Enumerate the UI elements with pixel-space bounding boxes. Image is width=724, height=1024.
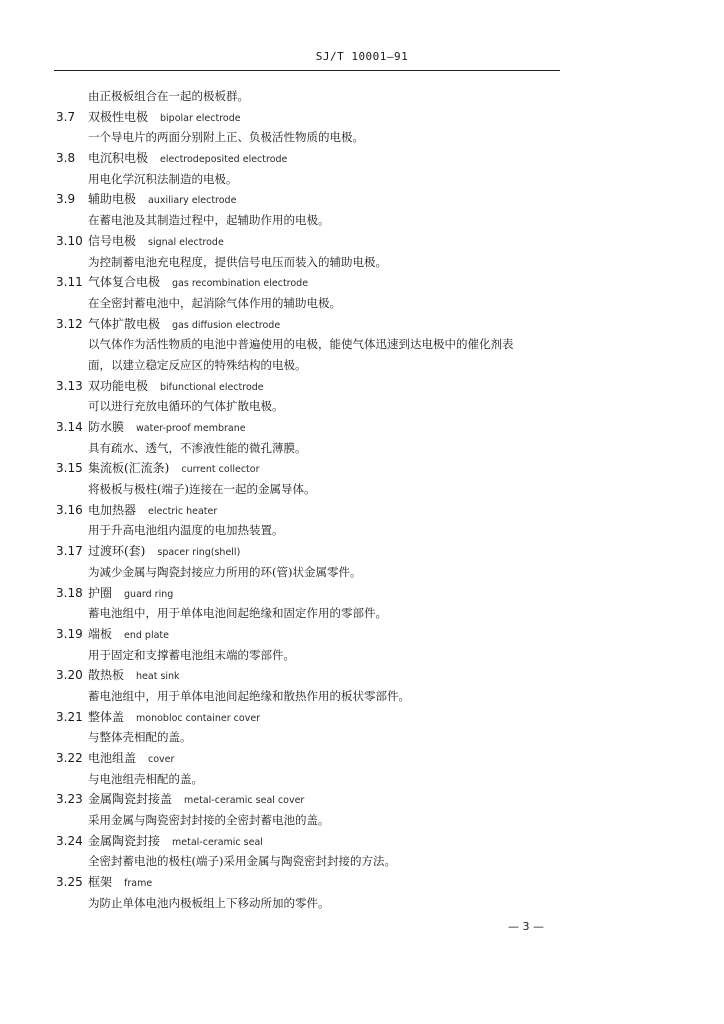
- term-english: water-proof membrane: [136, 423, 246, 434]
- term-number: 3.11: [56, 275, 83, 290]
- term-chinese: 护圈: [88, 585, 113, 600]
- term-chinese: 电池组盖: [88, 751, 137, 765]
- term-english: metal-ceramic seal: [172, 836, 263, 848]
- term-heading: [56, 107, 576, 128]
- term-definition: 用于升高电池组内温度的电加热装置。: [88, 523, 284, 538]
- term-number: 3.17: [56, 544, 83, 559]
- term-number: 3.21: [56, 709, 83, 724]
- term-english: cover: [148, 754, 175, 765]
- term-definition: 与电池组壳相配的盖。: [88, 771, 203, 786]
- term-number: 3.16: [56, 502, 83, 517]
- term-definition: 采用金属与陶瓷密封封接的全密封蓄电池的盖。: [88, 813, 330, 828]
- term-number: 3.20: [56, 668, 83, 683]
- term-heading: [56, 231, 576, 252]
- term-heading: [56, 872, 576, 893]
- term-english: spacer ring(shell): [157, 547, 241, 559]
- term-heading: [56, 314, 576, 335]
- term-number: 3.12: [56, 316, 83, 331]
- header-rule: [54, 70, 560, 71]
- term-chinese: 散热板: [88, 668, 125, 683]
- term-english: bipolar electrode: [160, 112, 241, 124]
- term-english: monobloc container cover: [136, 712, 261, 724]
- terms-list: [56, 86, 576, 914]
- term-definition: 与整体壳相配的盖。: [88, 730, 192, 745]
- term-definition: 为减少金属与陶瓷封接应力所用的环(管)状金属零件。: [88, 564, 362, 579]
- term-number: 3.14: [56, 420, 83, 434]
- term-number: 3.10: [56, 233, 83, 248]
- term-definition: 蓄电池组中，用于单体电池间起绝缘和散热作用的板状零部件。: [88, 688, 410, 703]
- term-definition: 具有疏水、透气，不渗液性能的微孔薄膜。: [88, 440, 307, 455]
- term-number: 3.15: [56, 461, 83, 476]
- term-chinese: 端板: [88, 626, 113, 641]
- term-english: end plate: [124, 629, 169, 641]
- term-number: 3.22: [56, 751, 83, 765]
- intro-line: 由正极板组合在一起的极板群。: [88, 89, 249, 103]
- term-chinese: 双极性电极: [88, 109, 149, 124]
- term-heading: [56, 583, 576, 604]
- terms-container: [56, 107, 576, 914]
- term-definition: 可以进行充放电循环的气体扩散电极。: [88, 399, 284, 414]
- term-heading: [56, 748, 576, 769]
- term-definition: 在蓄电池及其制造过程中，起辅助作用的电极。: [88, 213, 330, 228]
- term-english: electrodeposited electrode: [160, 154, 288, 166]
- term-chinese: 辅助电极: [88, 192, 137, 207]
- term-english: bifunctional electrode: [160, 381, 264, 393]
- term-heading: [56, 789, 576, 810]
- term-chinese: 防水膜: [88, 420, 125, 434]
- term-heading: [56, 831, 576, 852]
- term-chinese: 电加热器: [88, 502, 137, 517]
- term-number: 3.24: [56, 833, 83, 848]
- term-heading: [56, 376, 576, 397]
- term-heading: [56, 500, 576, 521]
- term-english: metal-ceramic seal cover: [184, 795, 305, 807]
- term-heading: [56, 458, 576, 479]
- term-definition: 为控制蓄电池充电程度，提供信号电压而装入的辅助电极。: [88, 254, 387, 269]
- term-definition: 为防止单体电池内极板组上下移动所加的零件。: [88, 895, 330, 910]
- term-number: 3.13: [56, 378, 83, 393]
- term-english: gas recombination electrode: [172, 278, 309, 290]
- term-heading: [56, 665, 576, 686]
- term-definition: 蓄电池组中，用于单体电池间起绝缘和固定作用的零部件。: [88, 606, 387, 621]
- term-definition: 在全密封蓄电池中，起消除气体作用的辅助电极。: [88, 295, 341, 310]
- term-definition: 一个导电片的两面分别附上正、负极活性物质的电极。: [88, 130, 364, 145]
- term-number: 3.23: [56, 792, 83, 807]
- term-number: 3.9: [56, 192, 76, 207]
- term-heading: [56, 189, 576, 210]
- term-chinese: 集流板(汇流条): [88, 461, 170, 476]
- document-code-header: SJ/T 10001—91: [315, 50, 409, 63]
- term-chinese: 电沉积电极: [88, 151, 149, 166]
- term-english: heat sink: [136, 671, 180, 683]
- term-heading: [56, 417, 576, 438]
- term-chinese: 金属陶瓷封接盖: [88, 792, 173, 807]
- term-english: gas diffusion electrode: [172, 319, 281, 331]
- term-definition: 面，以建立稳定反应区的特殊结构的电极。: [88, 357, 307, 372]
- page-number: — 3 —: [508, 920, 544, 933]
- term-english: current collector: [181, 464, 260, 476]
- term-english: electric heater: [148, 505, 218, 517]
- term-definition: 以气体作为活性物质的电池中普遍使用的电极，能使气体迅速到达电极中的催化剂表: [88, 337, 514, 352]
- term-definition: 全密封蓄电池的极柱(端子)采用金属与陶瓷密封封接的方法。: [88, 854, 396, 869]
- term-english: frame: [124, 878, 153, 890]
- term-number: 3.25: [56, 875, 83, 890]
- term-heading: [56, 624, 576, 645]
- term-english: signal electrode: [148, 236, 224, 248]
- term-definition: 将极板与极柱(端子)连接在一起的金属导体。: [88, 482, 316, 497]
- term-definition: 用于固定和支撑蓄电池组末端的零部件。: [88, 647, 295, 662]
- term-heading: [56, 541, 576, 562]
- term-chinese: 气体复合电极: [88, 275, 161, 290]
- term-number: 3.19: [56, 626, 83, 641]
- term-chinese: 气体扩散电极: [88, 316, 161, 331]
- term-heading: [56, 148, 576, 169]
- term-chinese: 过渡环(套): [88, 544, 146, 559]
- term-chinese: 金属陶瓷封接: [88, 833, 161, 848]
- term-number: 3.8: [56, 151, 76, 166]
- term-english: guard ring: [124, 588, 174, 600]
- term-number: 3.18: [56, 585, 83, 600]
- term-chinese: 信号电极: [88, 233, 137, 248]
- term-chinese: 双功能电极: [88, 378, 149, 393]
- term-number: 3.7: [56, 109, 76, 124]
- term-heading: [56, 707, 576, 728]
- term-definition: 用电化学沉积法制造的电极。: [88, 171, 238, 186]
- term-heading: [56, 272, 576, 293]
- term-chinese: 框架: [88, 875, 113, 890]
- term-english: auxiliary electrode: [148, 195, 237, 207]
- term-chinese: 整体盖: [88, 709, 125, 724]
